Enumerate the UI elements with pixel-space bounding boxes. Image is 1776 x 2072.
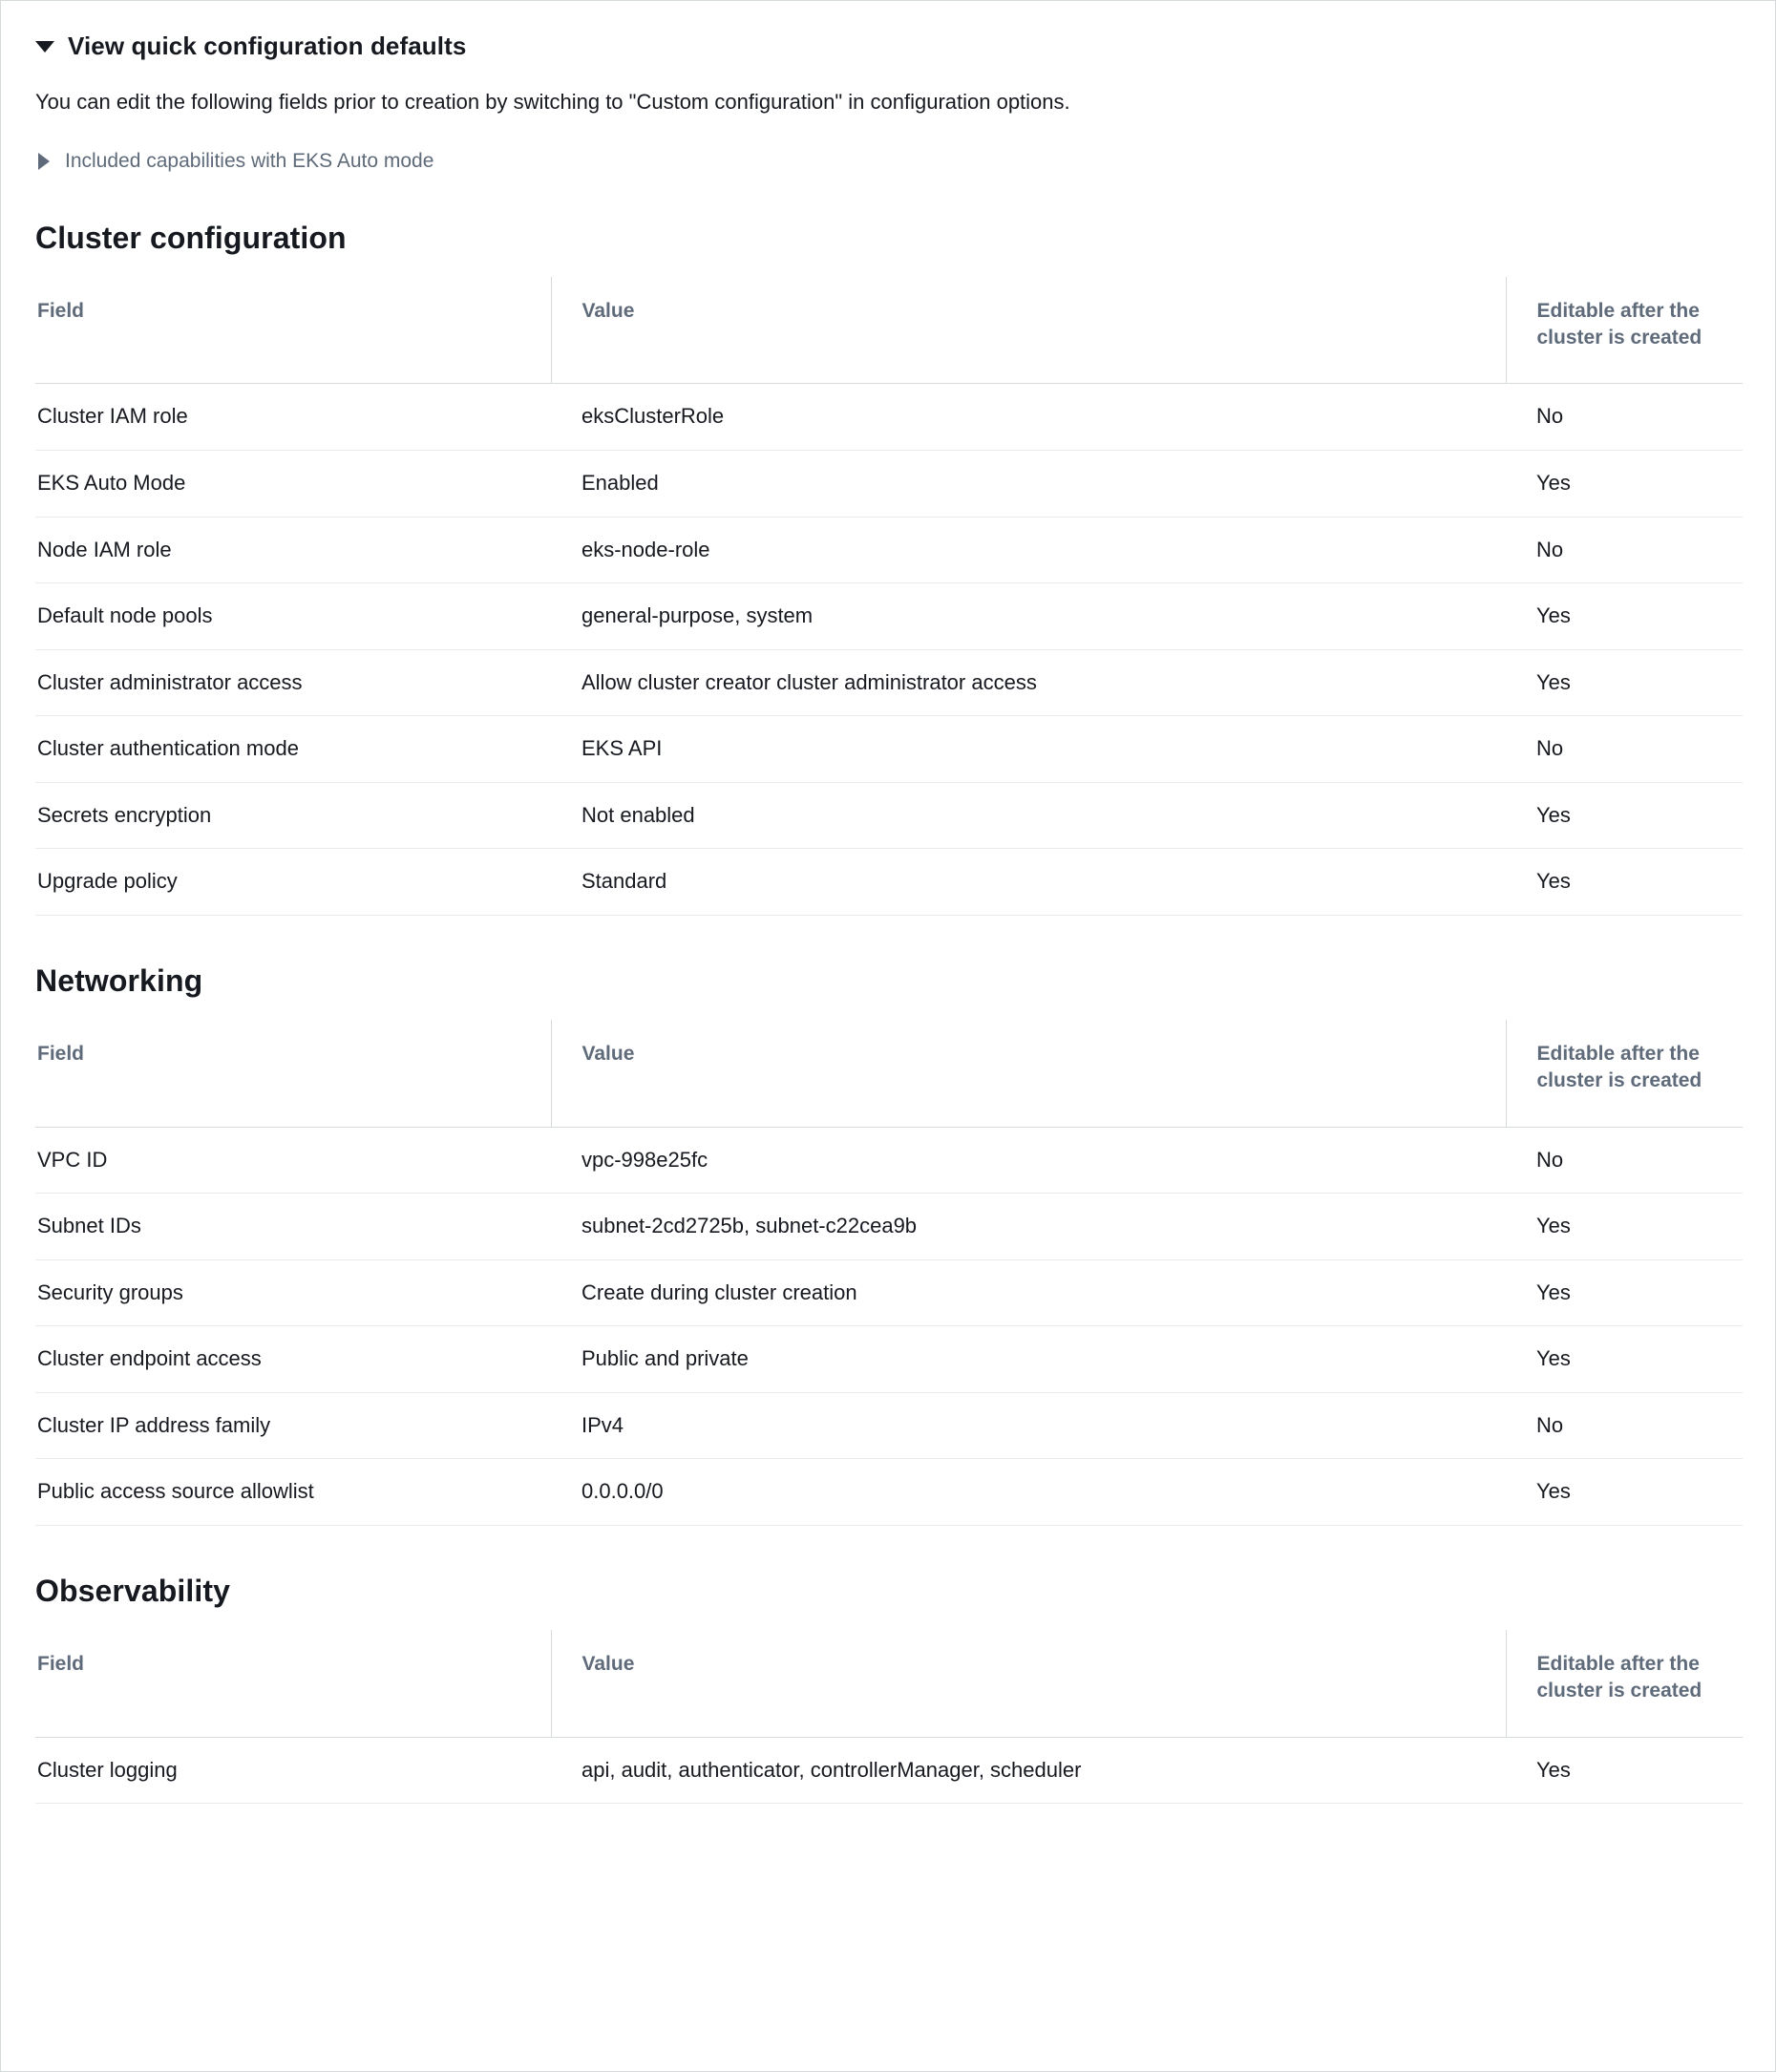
table-row bbox=[35, 384, 1743, 451]
row-field: Cluster logging bbox=[35, 1737, 551, 1804]
table-row bbox=[35, 450, 1743, 517]
section-title: Cluster configuration bbox=[35, 220, 347, 255]
column-header-field: Field bbox=[35, 1630, 551, 1737]
row-value: EKS API bbox=[551, 716, 1506, 783]
table-row bbox=[35, 517, 1743, 583]
row-value: api, audit, authenticator, controllerManager, scheduler bbox=[551, 1737, 1506, 1804]
table-header-row bbox=[35, 1630, 1743, 1737]
row-value: IPv4 bbox=[551, 1392, 1506, 1459]
row-value: 0.0.0.0/0 bbox=[551, 1459, 1506, 1526]
row-value: Enabled bbox=[551, 450, 1506, 517]
row-field: Security groups bbox=[35, 1259, 551, 1326]
sections-root bbox=[35, 221, 1741, 1804]
row-editable: Yes bbox=[1506, 782, 1743, 849]
column-header-field: Field bbox=[35, 277, 551, 384]
table-row bbox=[35, 1259, 1743, 1326]
row-field: Cluster endpoint access bbox=[35, 1326, 551, 1393]
row-editable: Yes bbox=[1506, 1194, 1743, 1260]
table-row bbox=[35, 1737, 1743, 1804]
row-value: Allow cluster creator cluster administrator access bbox=[551, 649, 1506, 716]
section-title: Networking bbox=[35, 963, 203, 999]
table-row bbox=[35, 1326, 1743, 1393]
column-header-editable: Editable after the cluster is created bbox=[1506, 277, 1743, 384]
row-editable: Yes bbox=[1506, 1459, 1743, 1526]
config-table bbox=[35, 1020, 1743, 1526]
included-capabilities-label: Included capabilities with EKS Auto mode bbox=[65, 149, 434, 172]
table-row bbox=[35, 1194, 1743, 1260]
row-editable: Yes bbox=[1506, 450, 1743, 517]
chevron-right-icon[interactable] bbox=[38, 153, 50, 170]
row-value: Public and private bbox=[551, 1326, 1506, 1393]
row-field: EKS Auto Mode bbox=[35, 450, 551, 517]
chevron-down-icon[interactable] bbox=[35, 41, 54, 53]
row-editable: No bbox=[1506, 517, 1743, 583]
table-header-row bbox=[35, 277, 1743, 384]
row-value: Not enabled bbox=[551, 782, 1506, 849]
row-editable: Yes bbox=[1506, 849, 1743, 916]
column-header-value: Value bbox=[551, 1630, 1506, 1737]
row-field: Secrets encryption bbox=[35, 782, 551, 849]
config-table bbox=[35, 1630, 1743, 1804]
row-value: vpc-998e25fc bbox=[551, 1127, 1506, 1194]
view-quick-configuration-defaults-expander[interactable] bbox=[35, 1, 1741, 61]
row-field: Cluster IAM role bbox=[35, 384, 551, 451]
table-row bbox=[35, 782, 1743, 849]
column-header-editable: Editable after the cluster is created bbox=[1506, 1630, 1743, 1737]
row-editable: Yes bbox=[1506, 583, 1743, 650]
row-value: Standard bbox=[551, 849, 1506, 916]
row-field: Cluster IP address family bbox=[35, 1392, 551, 1459]
row-value: Create during cluster creation bbox=[551, 1259, 1506, 1326]
column-header-editable: Editable after the cluster is created bbox=[1506, 1020, 1743, 1127]
column-header-value: Value bbox=[551, 277, 1506, 384]
row-editable: Yes bbox=[1506, 649, 1743, 716]
table-row bbox=[35, 1127, 1743, 1194]
row-field: Cluster administrator access bbox=[35, 649, 551, 716]
row-value: general-purpose, system bbox=[551, 583, 1506, 650]
row-value: subnet-2cd2725b, subnet-c22cea9b bbox=[551, 1194, 1506, 1260]
row-field: Cluster authentication mode bbox=[35, 716, 551, 783]
row-editable: No bbox=[1506, 1127, 1743, 1194]
row-field: Default node pools bbox=[35, 583, 551, 650]
row-field: Node IAM role bbox=[35, 517, 551, 583]
table-row bbox=[35, 1392, 1743, 1459]
row-field: Public access source allowlist bbox=[35, 1459, 551, 1526]
row-editable: No bbox=[1506, 1392, 1743, 1459]
row-value: eksClusterRole bbox=[551, 384, 1506, 451]
column-header-field: Field bbox=[35, 1020, 551, 1127]
table-row bbox=[35, 1459, 1743, 1526]
included-capabilities-expander[interactable] bbox=[35, 150, 1741, 173]
column-header-value: Value bbox=[551, 1020, 1506, 1127]
row-field: VPC ID bbox=[35, 1127, 551, 1194]
row-editable: No bbox=[1506, 716, 1743, 783]
intro-text: You can edit the following fields prior to creation by switching to "Custom configuration" in configuration options. bbox=[35, 90, 1070, 114]
row-editable: Yes bbox=[1506, 1326, 1743, 1393]
expander-title: View quick configuration defaults bbox=[68, 32, 467, 60]
table-row bbox=[35, 716, 1743, 783]
row-value: eks-node-role bbox=[551, 517, 1506, 583]
config-table bbox=[35, 277, 1743, 916]
row-editable: No bbox=[1506, 384, 1743, 451]
row-field: Subnet IDs bbox=[35, 1194, 551, 1260]
row-editable: Yes bbox=[1506, 1737, 1743, 1804]
table-row bbox=[35, 649, 1743, 716]
section-title: Observability bbox=[35, 1574, 231, 1609]
table-row bbox=[35, 849, 1743, 916]
table-header-row bbox=[35, 1020, 1743, 1127]
table-row bbox=[35, 583, 1743, 650]
row-editable: Yes bbox=[1506, 1259, 1743, 1326]
row-field: Upgrade policy bbox=[35, 849, 551, 916]
